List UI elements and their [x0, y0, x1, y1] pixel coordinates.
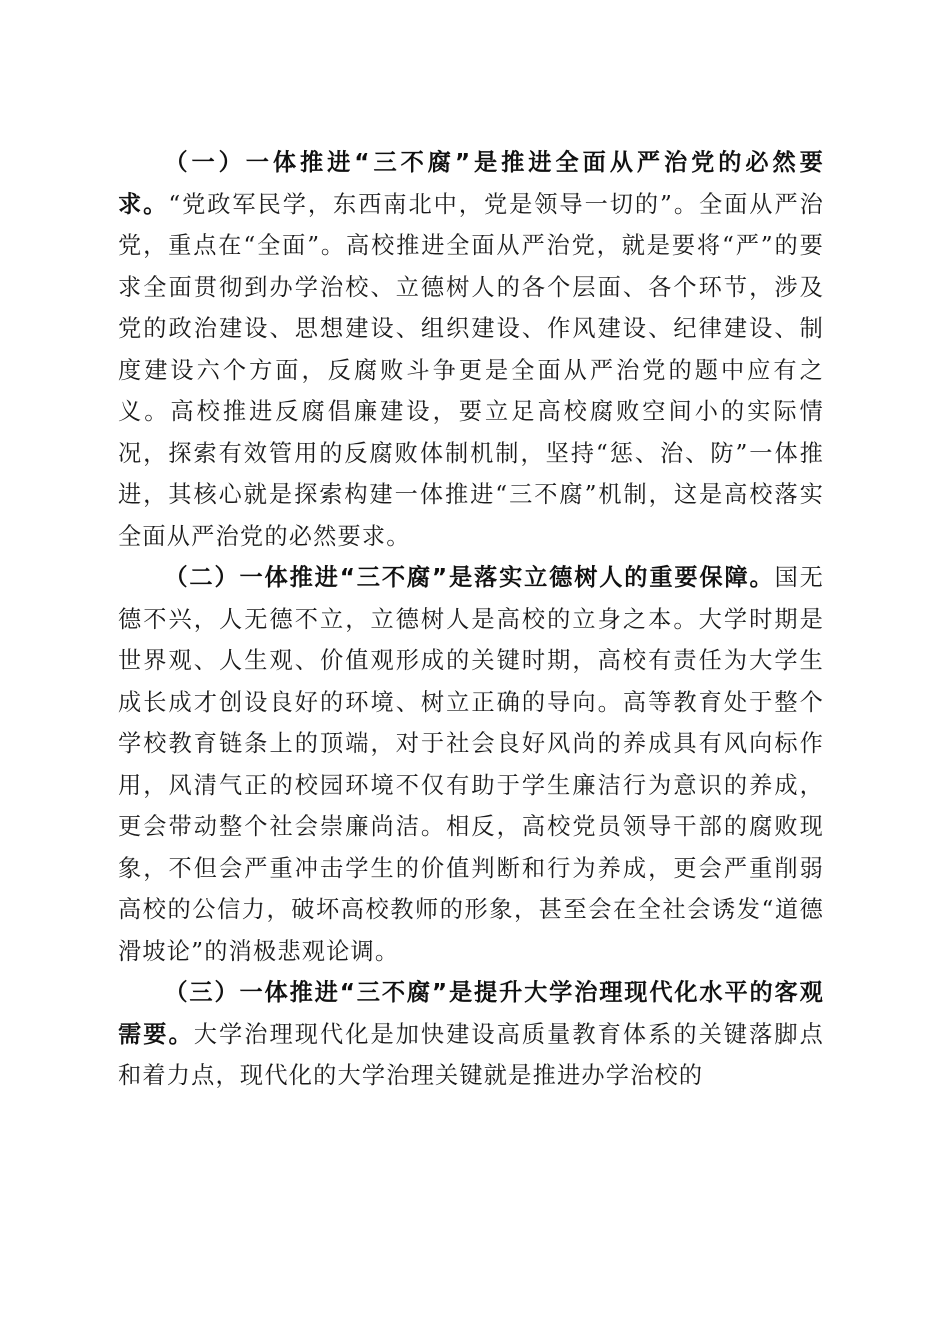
paragraph-1-heading: （一）一体推进“三不腐”是推进全面从严治党的必然要求。	[118, 149, 824, 218]
paragraph-2	[118, 557, 824, 972]
paragraph-1	[118, 142, 824, 557]
paragraph-3-text: 大学治理现代化是加快建设高质量教育体系的关键落脚点和着力点，现代化的大学治理关键就是推进办学治校的	[118, 1020, 824, 1089]
paragraph-2-heading: （二）一体推进“三不腐”是落实立德树人的重要保障。	[164, 564, 775, 591]
paragraph-3	[118, 972, 824, 1097]
paragraph-3-heading: （三）一体推进“三不腐”是提升大学治理现代化水平的客观需要。	[118, 979, 824, 1048]
paragraph-2-text: 国无德不兴，人无德不立，立德树人是高校的立身之本。大学时期是世界观、人生观、价值观形成的关键时期，高校有责任为大学生成长成才创设良好的环境、树立正确的导向。高等教育处于整个学校教育链条上的顶端，对于社会良好风尚的养成具有风向标作用，风清气正的校园环境不仅有助于学生廉洁行为意识的养成，更会带动整个社会崇廉尚洁。相反，高校党员领导干部的腐败现象，不但会严重冲击学生的价值判断和行为养成，更会严重削弱高校的公信力，破坏高校教师的形象，甚至会在全社会诱发“道德滑坡论”的消极悲观论调。	[118, 564, 824, 965]
paragraph-1-text: “党政军民学，东西南北中，党是领导一切的”。全面从严治党，重点在“全面”。高校推进全面从严治党，就是要将“严”的要求全面贯彻到办学治校、立德树人的各个层面、各个环节，涉及党的政治建设、思想建设、组织建设、作风建设、纪律建设、制度建设六个方面，反腐败斗争更是全面从严治党的题中应有之义。高校推进反腐倡廉建设，要立足高校腐败空间小的实际情况，探索有效管用的反腐败体制机制，坚持“惩、治、防”一体推进，其核心就是探索构建一体推进“三不腐”机制，这是高校落实全面从严治党的必然要求。	[118, 190, 824, 550]
document-body	[118, 142, 824, 1097]
